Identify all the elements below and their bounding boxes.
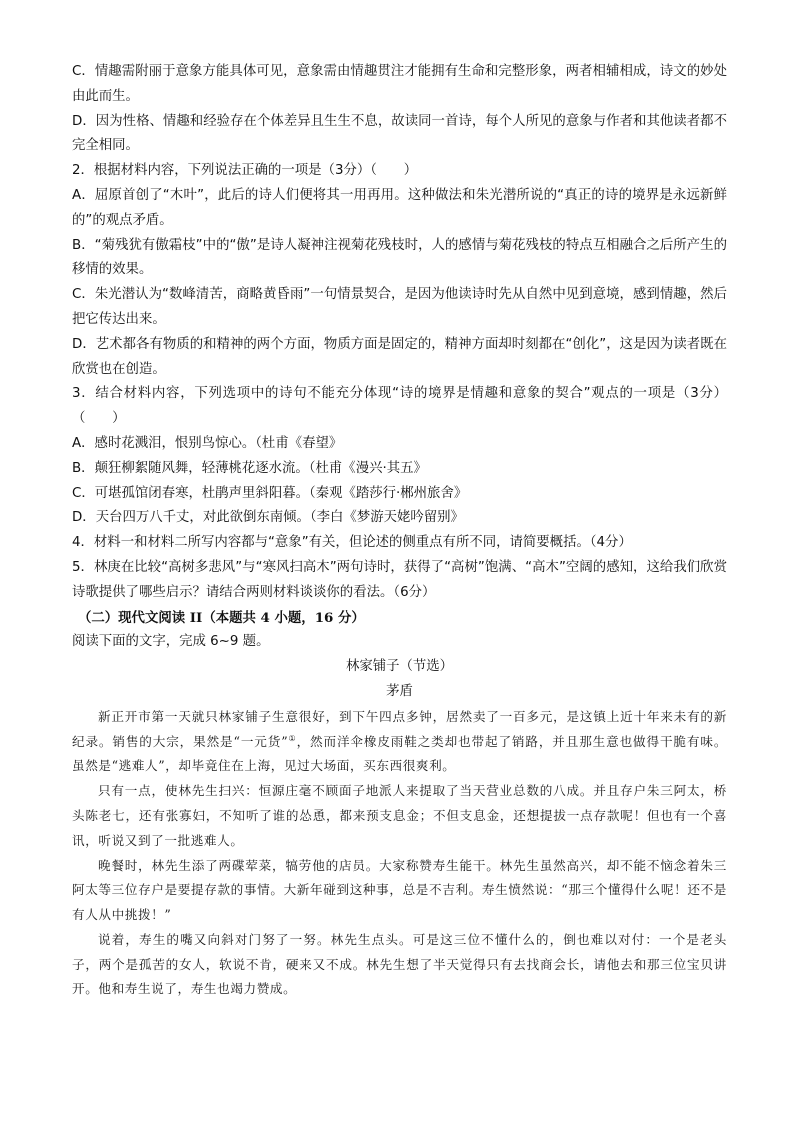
q3-option-b: B．颠狂柳絮随风舞，轻薄桃花逐水流。（杜甫《漫兴·其五》: [72, 460, 427, 476]
q2-option-c: C．朱光潜认为“数峰清苦，商略黄昏雨”一句情景契合，是因为他读诗时先从自然中见到意境，感到情趣，然后把它传达出来。: [72, 287, 727, 327]
q3-option-a: A．感时花溅泪，恨别鸟惊心。（杜甫《春望》: [72, 435, 343, 451]
exam-page: [72, 60, 727, 1002]
story-text: ，然而洋伞橡皮雨鞋之类却也带起了销路，并且那生意也做得干脆有味。虽然是“逃难人”，却毕竟住在上海，见过大场面，买东西很爽利。: [72, 733, 728, 774]
story-paragraph: [72, 705, 727, 779]
section-instruction: 阅读下面的文字，完成 6~9 题。: [72, 634, 270, 650]
footnote-marker: ①: [288, 733, 297, 743]
section-heading: （二）现代文阅读 II（本题共 4 小题，16 分）: [78, 609, 365, 626]
story-paragraph: 说着，寿生的嘴又向斜对门努了一努。林先生点头。可是这三位不懂什么的，倒也难以对付：一个是老头子，两个是孤苦的女人，软说不肯，硬来又不成。林先生想了半天觉得只有去找商会长，请他去和那三位宝贝讲开。他和寿生说了，寿生也竭力赞成。: [72, 931, 727, 997]
q2-stem: 2．根据材料内容，下列说法正确的一项是（3分）（ ）: [72, 163, 418, 179]
q5-question: 5．林庚在比较“高树多悲风”与“寒风扫高木”两句诗时，获得了“高树”饱满、“高木”空阔的感知，这给我们欣赏诗歌提供了哪些启示？请结合两则材料谈谈你的看法。（6分）: [72, 559, 727, 600]
q2-option-b: B．“菊残犹有傲霜枝”中的“傲”是诗人凝神注视菊花残枝时，人的感情与菊花残枝的特点互相融合之后所产生的移情的效果。: [72, 237, 727, 278]
q3-option-c: C．可堪孤馆闭春寒，杜鹃声里斜阳暮。（秦观《踏莎行·郴州旅舍》: [72, 485, 468, 501]
story-title: 林家铺子（节选）: [345, 659, 454, 675]
q1-option-d: D．因为性格、情趣和经验存在个体差异且生生不息，故读同一首诗，每个人所见的意象与作者和其他读者都不完全相同。: [72, 113, 727, 154]
q2-option-a: A．屈原首创了“木叶”，此后的诗人们便将其一用再用。这种做法和朱光潜所说的“真正的诗的境界是永远新鲜的”的观点矛盾。: [72, 187, 727, 228]
q3-option-d: D．天台四万八千丈，对此欲倒东南倾。（李白《梦游天姥吟留别》: [72, 510, 464, 526]
story-author: 茅盾: [386, 683, 413, 699]
story-text: 新正开市第一天就只林家铺子生意很好，到下午四点多钟，居然卖了一百多元，是这镇上近十年来未有的新纪录。销售的大宗，果然是“一元货”: [72, 708, 727, 749]
story-paragraph: 只有一点，使林先生扫兴：恒源庄毫不顾面子地派人来提取了当天营业总数的八成。并且存户朱三阿太，桥头陈老七，还有张寡妇，不知听了谁的怂恿，都来预支息金；不但支息金，还想提拔一点存款呢！但也有一个喜讯，听说又到了一批逃难人。: [72, 783, 727, 848]
q3-stem: 3．结合材料内容，下列选项中的诗句不能充分体现“诗的境界是情趣和意象的契合”观点的一项是（3分）（ ）: [72, 386, 727, 427]
q4-question: 4．材料一和材料二所写内容都与“意象”有关，但论述的侧重点有所不同，请简要概括。（4分）: [72, 535, 632, 551]
q1-option-c: C．情趣需附丽于意象方能具体可见，意象需由情趣贯注才能拥有生命和完整形象，两者相辅相成，诗文的妙处由此而生。: [72, 64, 727, 104]
story-paragraph: 晚餐时，林先生添了两碟荤菜，犒劳他的店员。大家称赞寿生能干。林先生虽然高兴，却不能不恼念着朱三阿太等三位存户是要提存款的事情。大新年碰到这种事，总是不吉利。寿生愤然说：“那三个懂得什么呢！还不是有人从中挑拨！”: [72, 857, 727, 923]
q2-option-d: D．艺术都各有物质的和精神的两个方面，物质方面是固定的，精神方面却时刻都在“创化”，这是因为读者既在欣赏也在创造。: [72, 336, 727, 377]
